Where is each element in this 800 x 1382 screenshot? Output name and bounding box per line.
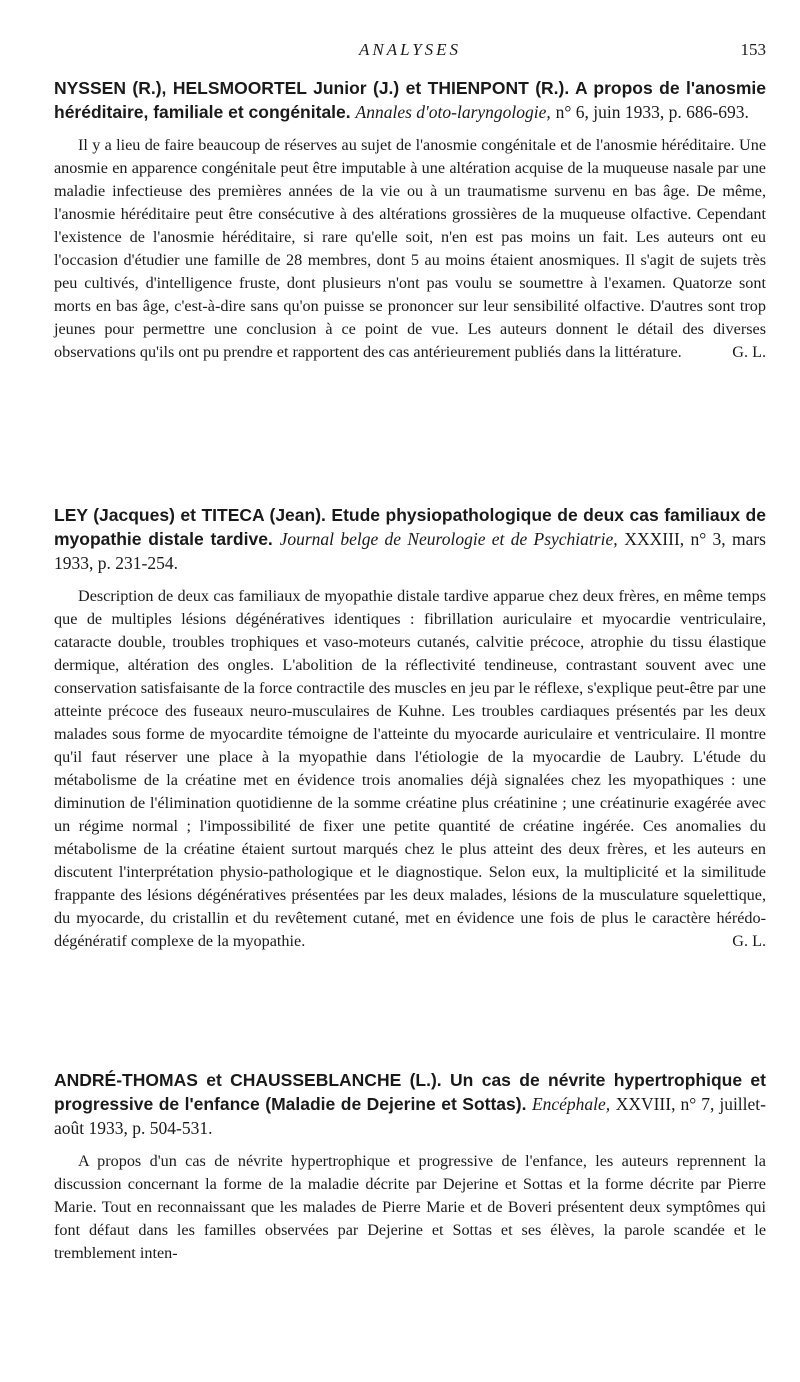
abstract-journal: Journal belge de Neurologie et de Psychiatrie, (279, 529, 618, 549)
abstract-body (54, 1150, 766, 1265)
abstract-authors: NYSSEN (R.), HELSMOORTEL Junior (J.) et THIENPONT (R.). (54, 78, 570, 98)
abstract-body-text: A propos d'un cas de névrite hypertrophique et progressive de l'enfance, les auteurs reprennent la discussion concernant la forme de la maladie décrite par Dejerine et Sottas et la forme décrite par Pierre Marie. Tout en reconnaissant que les malades de Pierre Marie et de Boveri présentent deux symptômes qui font défaut dans les familles observées par Dejerine et Sottas et ses élèves, la parole scandée et le tremblement inten- (54, 1152, 766, 1262)
abstract-journal: Annales d'oto-laryngologie, (355, 102, 551, 122)
abstract-heading (54, 76, 766, 124)
abstract-heading (54, 503, 766, 575)
abstract-entry (54, 1068, 766, 1265)
abstract-journal: Encéphale, (531, 1094, 611, 1114)
running-head (54, 40, 766, 62)
abstract-heading (54, 1068, 766, 1140)
abstract-body-text: Description de deux cas familiaux de myopathie distale tardive apparue chez deux frères, en même temps que de multiples lésions dégénératives identiques : fibrillation auriculaire et myocardie ventriculaire, cataracte double, troubles trophiques et vaso-moteurs cutanés, calvitie précoce, atrophie du tissu élastique dermique, altération des ongles. L'abolition de la réflectivité tendineuse, contrastant souvent avec une conservation satisfaisante de la force contractile des muscles en jeu par le réflexe, s'explique peut-être par une atteinte précoce des fuseaux neuro-musculaires de Kuhne. Les troubles cardiaques présentés par les deux malades sous forme de myocardite témoigne de l'atteinte du myocarde auriculaire et ventriculaire. Il montre qu'il faut réserver une place à la myopathie dans l'étiologie de la myocardie de Laubry. L'étude du métabolisme de la créatine met en évidence trois anomalies déjà signalées chez les myopathiques : une diminution de l'élimination quotidienne de la somme créatine plus créatinine ; une créatinurie exagérée avec un régime normal ; l'impossibilité de fixer une petite quantité de créatine ingérée. Ces anomalies du métabolisme de la créatine étaient surtout marqués chez le plus atteint des deux frères, et les auteurs en discutent l'interprétation physio-pathologique et le diagnostique. Selon eux, la multiplicité et la similitude frappante des lésions dégénératives présentées par les deux malades, lésions de la musculature squelettique, du myocarde, du cristallin et du revêtement cutané, met en évidence une fois de plus le caractère hérédo-dégénératif complexe de la myopathie. (54, 587, 766, 950)
abstract-body (54, 585, 766, 953)
abstract-authors: ANDRÉ-THOMAS et CHAUSSEBLANCHE (L.). (54, 1070, 442, 1090)
abstract-body-text: Il y a lieu de faire beaucoup de réserves au sujet de l'anosmie congénitale et de l'anosmie héréditaire. Une anosmie en apparence congénitale peut être imputable à une altération acquise de la muqueuse nasale par une maladie infectieuse des premières années de la vie ou à un traumatisme survenu en bas âge. De même, l'anosmie héréditaire peut être consécutive à des altérations grossières de la muqueuse olfactive. Cependant l'existence de l'anosmie héréditaire, si rare qu'elle soit, n'en est pas moins un fait. Les auteurs ont eu l'occasion d'étudier une famille de 28 membres, dont 5 au moins étaient anosmiques. Il s'agit de sujets très peu cultivés, d'intelligence fruste, dont plusieurs n'ont pas voulu se soumettre à l'examen. Quatorze sont morts en bas âge, c'est-à-dire sans qu'on puisse se prononcer sur leur sensibilité olfactive. D'autres sont trop jeunes pour permettre une conclusion à ce point de vue. Les auteurs donnent le détail des diverses observations qu'ils ont pu prendre et rapportent des cas antérieurement publiés dans la littérature. (54, 136, 766, 361)
abstract-body (54, 134, 766, 364)
abstract-entry (54, 503, 766, 953)
abstract-title: Etude physiopathologique de deux cas familiaux de myopathie distale tardive. (54, 505, 766, 549)
running-title: ANALYSES (358, 40, 462, 59)
abstract-citation: n° 6, juin 1933, p. 686-693. (555, 102, 749, 122)
abstract-title: Un cas de névrite hypertrophique et progressive de l'enfance (Maladie de Dejerine et Sottas). (54, 1070, 766, 1114)
page-number: 153 (740, 40, 766, 59)
abstract-authors: LEY (Jacques) et TITECA (Jean). (54, 505, 326, 525)
abstract-title: A propos de l'anosmie héréditaire, familiale et congénitale. (54, 78, 767, 122)
abstract-entry (54, 76, 766, 364)
abstract-citation: XXVIII, n° 7, juillet-août 1933, p. 504-531. (54, 1094, 766, 1138)
abstract-signature: G. L. (732, 343, 766, 361)
abstract-signature: G. L. (732, 932, 766, 950)
abstract-citation: XXXIII, n° 3, mars 1933, p. 231-254. (54, 529, 766, 573)
